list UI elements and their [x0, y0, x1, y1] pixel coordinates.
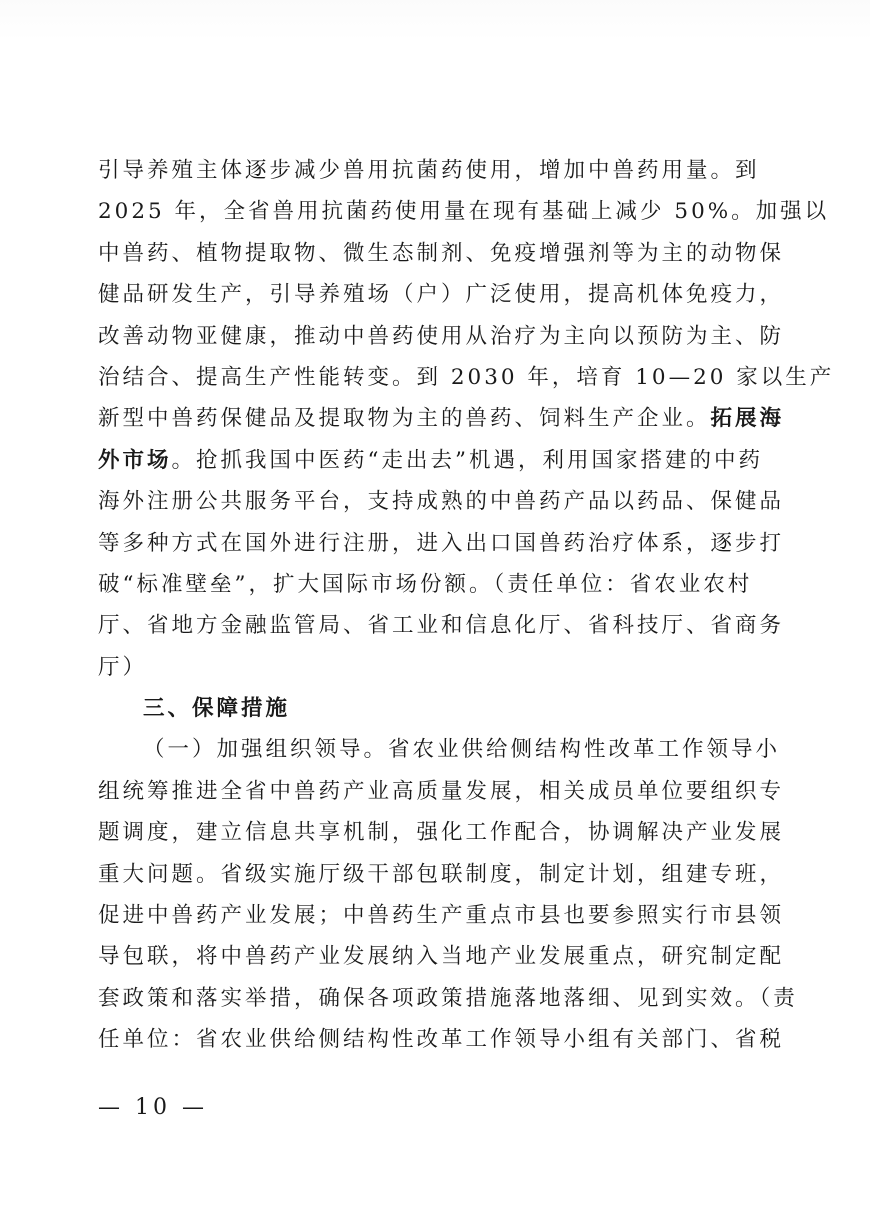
text-line — [98, 398, 785, 439]
text-line: 2025 年，全省兽用抗菌药使用量在现有基础上减少 50%。加强以 — [98, 199, 830, 225]
text-line: 促进中兽药产业发展；中兽药生产重点市县也要参照实行市县领 — [98, 903, 785, 929]
text-segment: 。抢抓我国中医药“走出去”机遇，利用国家搭建的中药 — [171, 447, 764, 473]
text-line: 海外注册公共服务平台，支持成熟的中兽药产品以药品、保健品 — [98, 489, 785, 515]
text-line: 题调度，建立信息共享机制，强化工作配合，协调解决产业发展 — [98, 820, 785, 846]
text-line: （一）加强组织领导。省农业供给侧结构性改革工作领导小 — [143, 737, 781, 763]
text-line: 任单位：省农业供给侧结构性改革工作领导小组有关部门、省税 — [98, 1027, 785, 1053]
section-heading: 三、保障措施 — [143, 696, 291, 722]
text-segment: 新型中兽药保健品及提取物为主的兽药、饲料生产企业。 — [98, 406, 711, 432]
text-line: 引导养殖主体逐步减少兽用抗菌药使用，增加中兽药用量。到 — [98, 158, 760, 183]
document-body — [98, 150, 835, 1061]
bold-heading-inline: 拓展海 — [710, 406, 785, 432]
text-line: 重大问题。省级实施厅级干部包联制度，制定计划，组建专班， — [98, 861, 785, 887]
text-line: 组统筹推进全省中兽药产业高质量发展，相关成员单位要组织专 — [98, 778, 785, 804]
text-line — [98, 440, 770, 481]
text-line: 等多种方式在国外进行注册，进入出口国兽药治疗体系，逐步打 — [98, 530, 785, 556]
text-line: 厅、省地方金融监管局、省工业和信息化厅、省科技厅、省商务 — [98, 613, 785, 639]
bold-heading-inline: 外市场 — [98, 447, 172, 473]
page-number: — 10 — — [98, 1095, 208, 1120]
text-line: 中兽药、植物提取物、微生态制剂、免疫增强剂等为主的动物保 — [98, 240, 785, 266]
text-line: 破“标准壁垒”，扩大国际市场份额。（责任单位：省农业农村 — [98, 571, 753, 597]
text-line: 导包联，将中兽药产业发展纳入当地产业发展重点，研究制定配 — [98, 944, 785, 970]
text-line: 套政策和落实举措，确保各项政策措施落地落细、见到实效。（责 — [98, 985, 798, 1011]
text-line: 厅） — [98, 654, 148, 680]
text-line: 健品研发生产，引导养殖场（户）广泛使用，提高机体免疫力， — [98, 282, 785, 308]
text-line: 改善动物亚健康，推动中兽药使用从治疗为主向以预防为主、防 — [98, 323, 785, 349]
text-line: 治结合、提高生产性能转变。到 2030 年，培育 10—20 家以生产 — [98, 364, 835, 390]
